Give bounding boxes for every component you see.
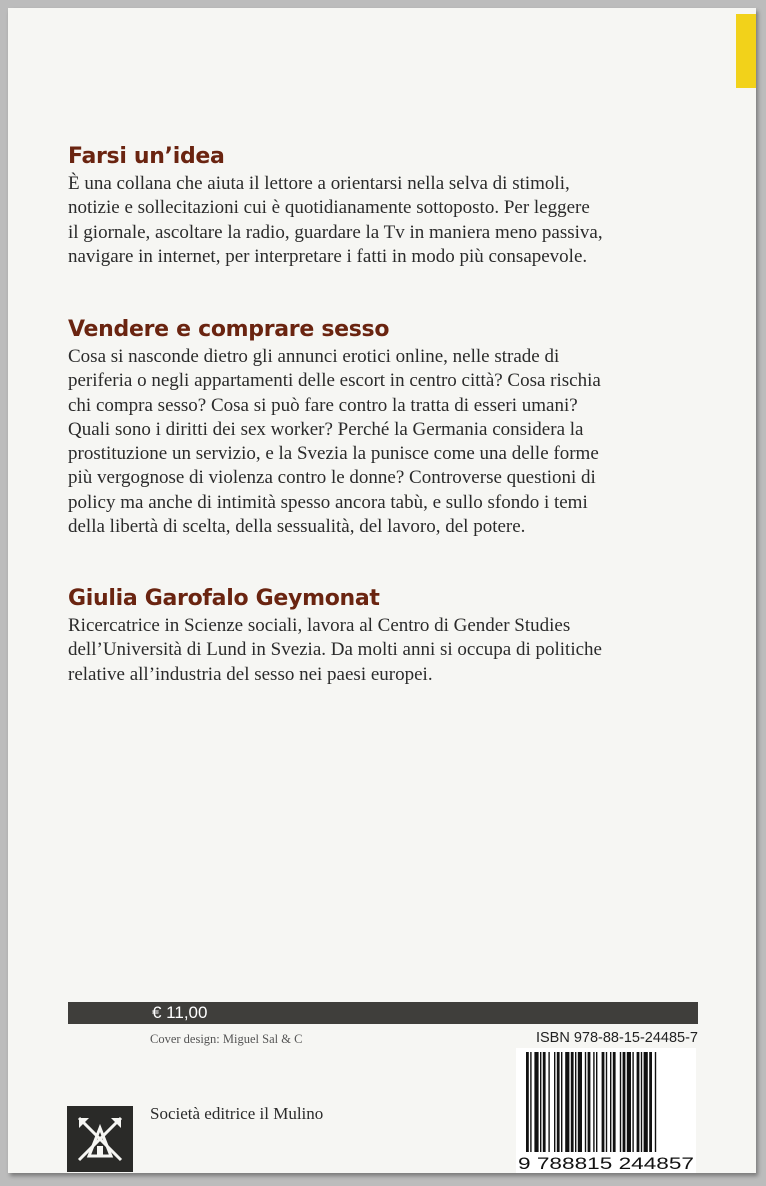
author-heading: Giulia Garofalo Geymonat (68, 586, 380, 611)
book-title-heading: Vendere e comprare sesso (68, 317, 390, 342)
text-line: policy ma anche di intimità spesso ancora tabù, e sullo sfondo i temi (68, 491, 588, 513)
series-description (68, 172, 708, 269)
text-line: più vergognose di violenza contro le donne? Controverse questioni di (68, 467, 596, 489)
book-back-cover (8, 8, 756, 1173)
text-line: chi compra sesso? Cosa si può fare contro la tratta di esseri umani? (68, 394, 578, 416)
text-line: il giornale, ascoltare la radio, guardare la Tv in maniera meno passiva, (68, 221, 603, 243)
text-line: dell’Università di Lund in Svezia. Da molti anni si occupa di politiche (68, 639, 602, 661)
text-line: Ricercatrice in Scienze sociali, lavora al Centro di Gender Studies (68, 615, 571, 636)
text-line: relative all’industria del sesso nei paesi europei. (68, 663, 433, 685)
text-line: della libertà di scelta, della sessualità, del lavoro, del potere. (68, 516, 526, 538)
isbn-label: ISBN 978-88-15-24485-7 (535, 1030, 698, 1046)
price-label: € 11,00 (152, 1003, 208, 1022)
author-bio (68, 614, 708, 687)
text-line: prostituzione un servizio, e la Svezia la punisce come una delle forme (68, 443, 599, 465)
yellow-accent-tab (736, 14, 756, 88)
book-description (68, 345, 708, 539)
windmill-logo-icon (67, 1106, 133, 1172)
barcode-digits: 9 788815 244857 (518, 1154, 694, 1173)
text-line: notizie e sollecitazioni cui è quotidianamente sottoposto. Per leggere (68, 197, 590, 219)
text-line: Cosa si nasconde dietro gli annunci erotici online, nelle strade di (68, 346, 560, 367)
barcode (516, 1048, 696, 1173)
text-line: navigare in internet, per interpretare i fatti in modo più consapevole. (68, 245, 588, 267)
series-heading: Farsi un’idea (68, 144, 225, 169)
text-line: periferia o negli appartamenti delle escort in centro città? Cosa rischia (68, 370, 601, 392)
cover-design-credit: Cover design: Miguel Sal & C (150, 1032, 303, 1046)
price-bar (68, 1002, 698, 1024)
text-line: È una collana che aiuta il lettore a orientarsi nella selva di stimoli, (68, 173, 570, 194)
text-line: Quali sono i diritti dei sex worker? Perché la Germania considera la (68, 418, 584, 440)
publisher-name: Società editrice il Mulino (150, 1104, 324, 1123)
